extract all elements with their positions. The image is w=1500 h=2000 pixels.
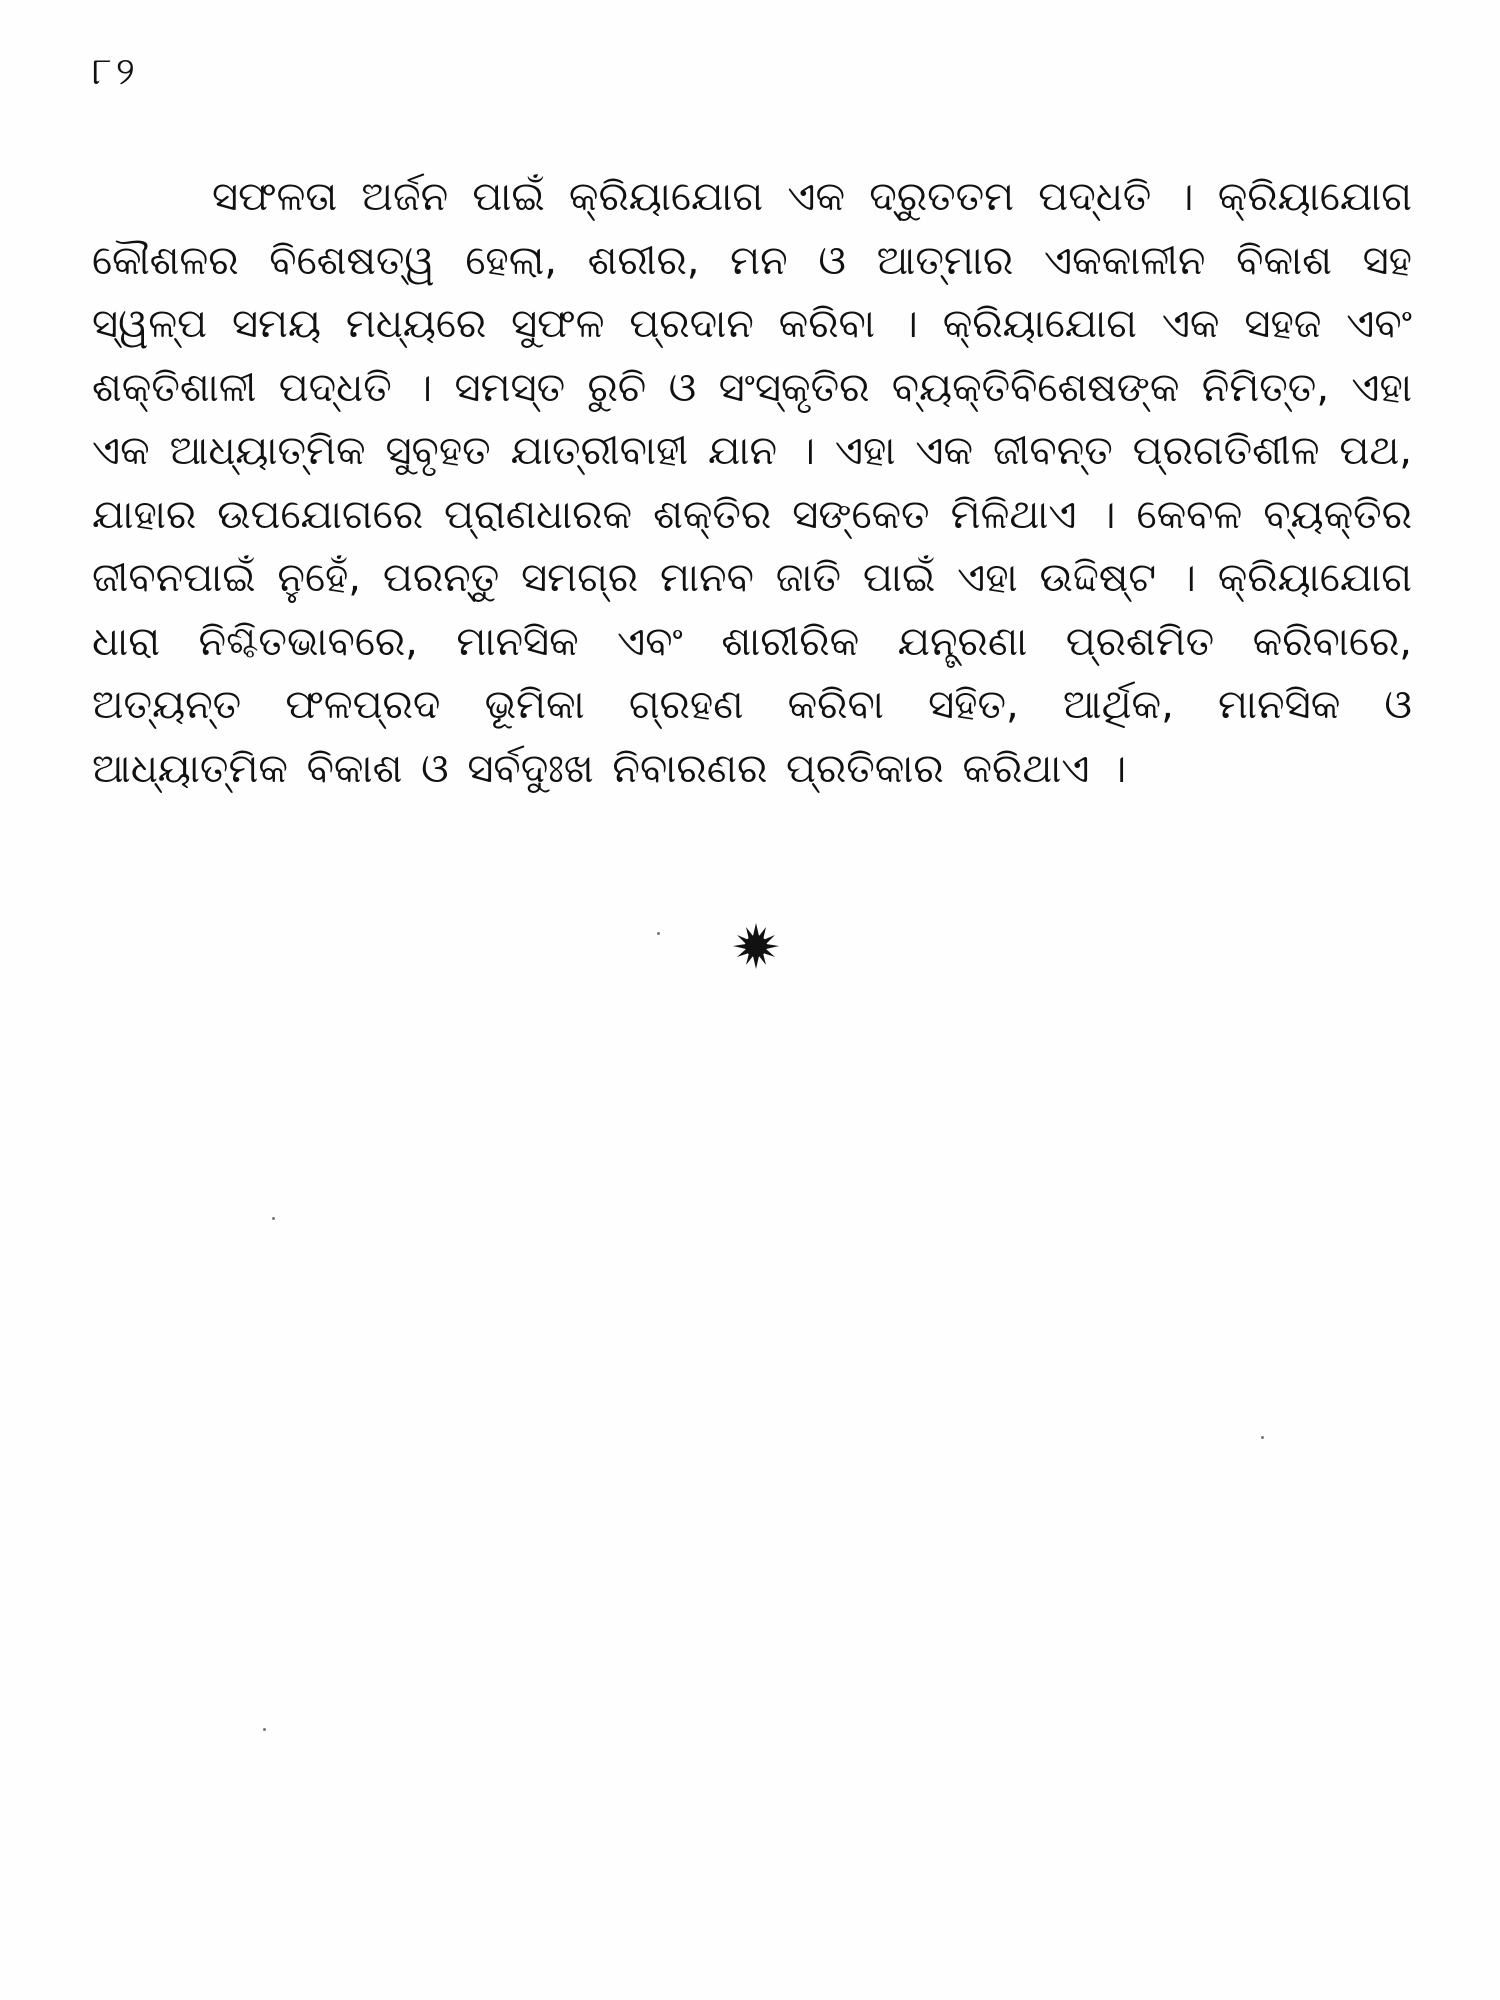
paper-speck	[272, 1217, 275, 1220]
starburst-ornament-icon	[733, 923, 779, 969]
paper-speck	[263, 1728, 266, 1731]
paper-speck	[1261, 1436, 1264, 1439]
body-paragraph: ସଫଳତା ଅର୍ଜନ ପାଇଁ କ୍ରିୟାଯୋଗ ଏକ ଦ୍ରୁତତମ ପଦ୍ଧତି । କ୍ରିୟାଯୋଗ କୌଶଳର ବିଶେଷତ୍ୱ ହେଲା, ଶରୀର, ମନ ଓ ଆତ୍ମାର ଏକକାଳୀନ ବିକାଶ ସହ ସ୍ୱଳ୍ପ ସମୟ ମଧ୍ୟରେ ସୁଫଳ ପ୍ରଦାନ କରିବା । କ୍ରିୟାଯୋଗ ଏକ ସହଜ ଏବଂ ଶକ୍ତିଶାଳୀ ପଦ୍ଧତି । ସମସ୍ତ ରୁଚି ଓ ସଂସ୍କୃତିର ବ୍ୟକ୍ତିବିଶେଷଙ୍କ ନିମିତ୍ତ, ଏହା ଏକ ଆଧ୍ୟାତ୍ମିକ ସୁବୃହତ ଯାତ୍ରୀବାହୀ ଯାନ । ଏହା ଏକ ଜୀବନ୍ତ ପ୍ରଗତିଶୀଳ ପଥ, ଯାହାର ଉପଯୋଗରେ ପ୍ରାଣଧାରକ ଶକ୍ତିର ସଙ୍କେତ ମିଳିଥାଏ । କେବଳ ବ୍ୟକ୍ତିର ଜୀବନପାଇଁ ନୁହେଁ, ପରନ୍ତୁ ସମଗ୍ର ମାନବ ଜାତି ପାଇଁ ଏହା ଉଦ୍ଦିଷ୍ଟ । କ୍ରିୟାଯୋଗ ଧାରା ନିଶ୍ଚିତଭାବରେ, ମାନସିକ ଏବଂ ଶାରୀରିକ ଯନ୍ତ୍ରଣା ପ୍ରଶମିତ କରିବାରେ, ଅତ୍ୟନ୍ତ ଫଳପ୍ରଦ ଭୂମିକା ଗ୍ରହଣ କରିବା ସହିତ, ଆର୍ଥିକ, ମାନସିକ ଓ ଆଧ୍ୟାତ୍ମିକ ବିକାଶ ଓ ସର୍ବଦୁଃଖ ନିବାରଣର ପ୍ରତିକାର କରିଥାଏ ।	[92, 174, 1412, 792]
page-number: ୮୨	[92, 49, 139, 93]
paper-speck	[657, 932, 660, 935]
